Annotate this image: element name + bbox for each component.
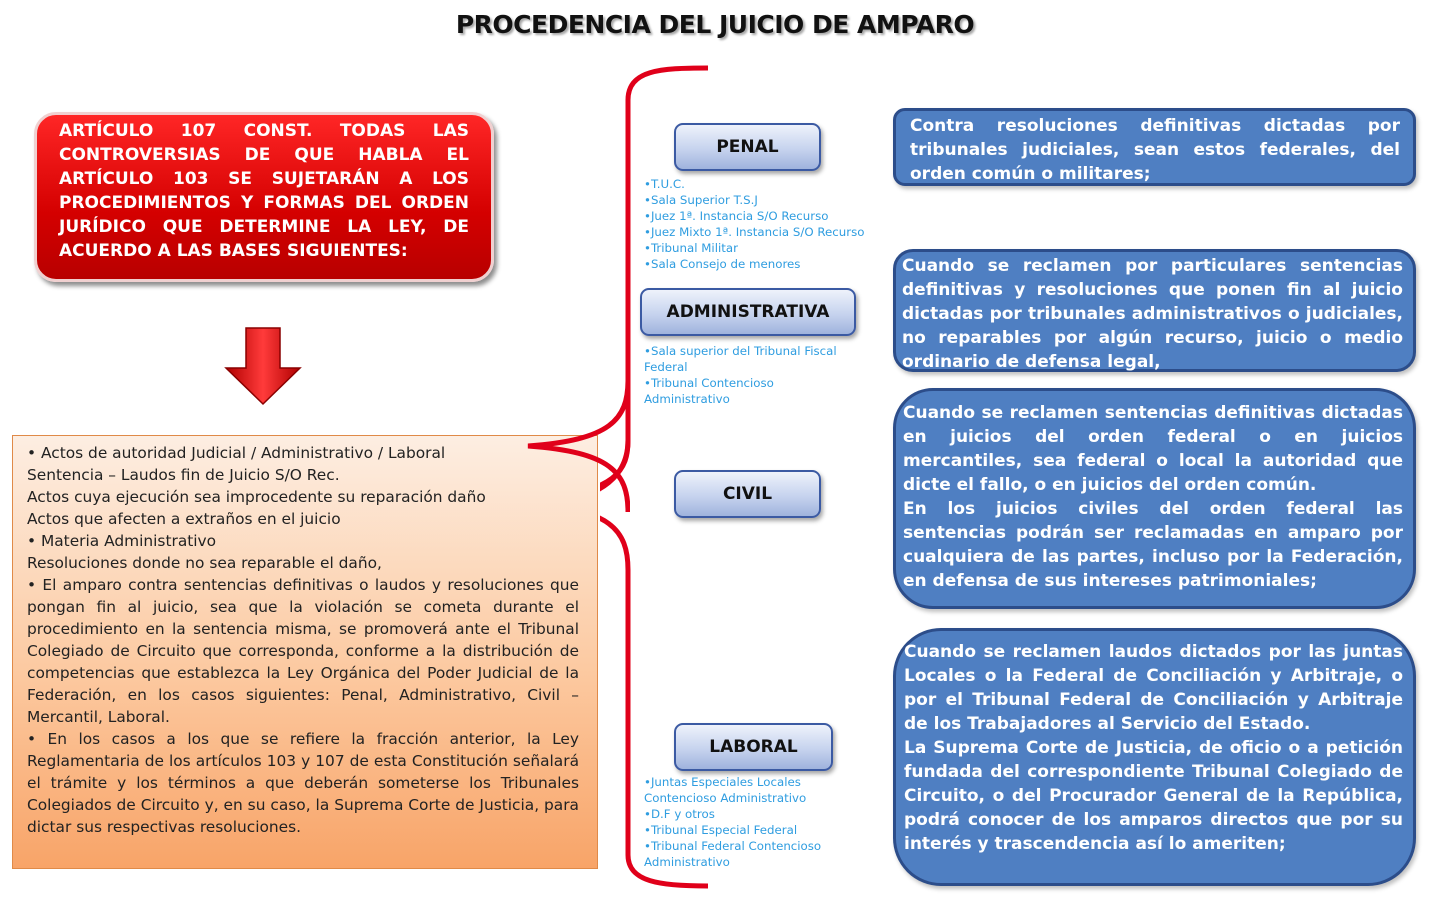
description-text: Cuando se reclamen laudos dictados por las juntas Locales o la Federal de Conciliación y Arbitraje, o por el Tribunal Federal de Conciliación y Arbitraje de los Trabajadores al Servicio del Estado. [904, 642, 1403, 734]
summary-line: Actos que afecten a extraños en el juicio [27, 510, 341, 528]
list-item: •Tribunal Contencioso Administrativo [644, 376, 774, 406]
description-text: En los juicios civiles del orden federal las sentencias podrán ser reclamadas en amparo por cualquiera de las partes, incluso por la Federación, en defensa de sus intereses patrimoniales; [903, 499, 1403, 591]
laboral-description-box [893, 628, 1416, 886]
list-item: •T.U.C. [644, 177, 685, 191]
list-item: •Sala Superior T.S.J [644, 193, 758, 207]
page-title: PROCEDENCIA DEL JUICIO DE AMPARO [455, 10, 975, 39]
list-item: •Sala Consejo de menores [644, 257, 801, 271]
list-item: •Juntas Especiales Locales Contencioso Administrativo [644, 775, 807, 805]
category-penal-button[interactable] [674, 123, 821, 171]
summary-line: • El amparo contra sentencias definitivas o laudos y resoluciones que pongan fin al juicio, sea que la violación se cometa durante el procedimiento en la sentencia misma, se promoverá ante el Tribunal Colegiado de Circuito que corresponda, conforme a la distribución de competencias que establezca la Ley Orgánica del Poder Judicial de la Federación, en los casos siguientes: Penal, Administrativo, Civil – Mercantil, Laboral. [27, 576, 579, 726]
category-laboral-button[interactable] [674, 723, 833, 771]
civil-description-box [893, 388, 1416, 609]
summary-line: • Materia Administrativo [27, 532, 217, 550]
category-civil-label: CIVIL [722, 484, 773, 504]
category-civil-button[interactable] [674, 470, 821, 518]
category-penal-label: PENAL [716, 137, 779, 157]
penal-courts-list [644, 176, 894, 272]
description-text: Cuando se reclamen por particulares sentencias definitivas y resoluciones que ponen fin al juicio dictadas por tribunales administrativos o judiciales, no reparables por algún recurso, juicio o medio ordinario de defensa legal, [902, 256, 1403, 372]
administrativa-description-box [893, 249, 1416, 372]
summary-box [12, 435, 598, 869]
list-item: •Tribunal Militar [644, 241, 738, 255]
administrativa-courts-list [644, 343, 859, 407]
list-item: •Sala superior del Tribunal Fiscal Federal [644, 344, 837, 374]
laboral-courts-list [644, 774, 844, 870]
description-text: La Suprema Corte de Justicia, de oficio o a petición fundada del correspondiente Tribunal Colegiado de Circuito, o del Procurador General de la República, podrá conocer de los amparos directos que por su interés y trascendencia así lo ameriten; [904, 738, 1403, 854]
category-administrativa-button[interactable] [640, 288, 856, 336]
list-item: •Juez 1ª. Instancia S/O Recurso [644, 209, 829, 223]
description-text: Contra resoluciones definitivas dictadas por tribunales judiciales, sean estos federales, del orden común o militares; [910, 116, 1400, 184]
article-107-text: ARTÍCULO 107 CONST. TODAS LAS CONTROVERSIAS DE QUE HABLA EL ARTÍCULO 103 SE SUJETARÁN A LOS PROCEDIMIENTOS Y FORMAS DEL ORDEN JURÍDICO QUE DETERMINE LA LEY, DE ACUERDO A LAS BASES SIGUIENTES: [59, 121, 469, 261]
category-administrativa-label: ADMINISTRATIVA [666, 302, 830, 322]
down-arrow-icon [224, 326, 304, 406]
penal-description-box [893, 108, 1416, 186]
list-item: •D.F y otros [644, 807, 715, 821]
list-item: •Juez Mixto 1ª. Instancia S/O Recurso [644, 225, 865, 239]
list-item: •Tribunal Especial Federal [644, 823, 798, 837]
list-item: •Tribunal Federal Contencioso Administrativo [644, 839, 822, 869]
summary-line: • Actos de autoridad Judicial / Administrativo / Laboral [27, 444, 446, 462]
description-text: Cuando se reclamen sentencias definitivas dictadas en juicios del orden federal o en juicios mercantiles, sea federal o local la autoridad que dicte el fallo, o en juicios del orden común. [903, 403, 1403, 495]
article-107-box [34, 112, 494, 282]
category-laboral-label: LABORAL [709, 737, 798, 757]
summary-line: Resoluciones donde no sea reparable el daño, [27, 554, 382, 572]
curly-brace-tip [520, 60, 630, 895]
summary-line: Actos cuya ejecución sea improcedente su reparación daño [27, 488, 486, 506]
summary-line: Sentencia – Laudos fin de Juicio S/O Rec. [27, 466, 340, 484]
summary-line: • En los casos a los que se refiere la fracción anterior, la Ley Reglamentaria de los artículos 103 y 107 de esta Constitución señalará el trámite y los términos a que deberán someterse los Tribunales Colegiados de Circuito y, en su caso, la Suprema Corte de Justicia, para dictar sus respectivas resoluciones. [27, 730, 579, 836]
